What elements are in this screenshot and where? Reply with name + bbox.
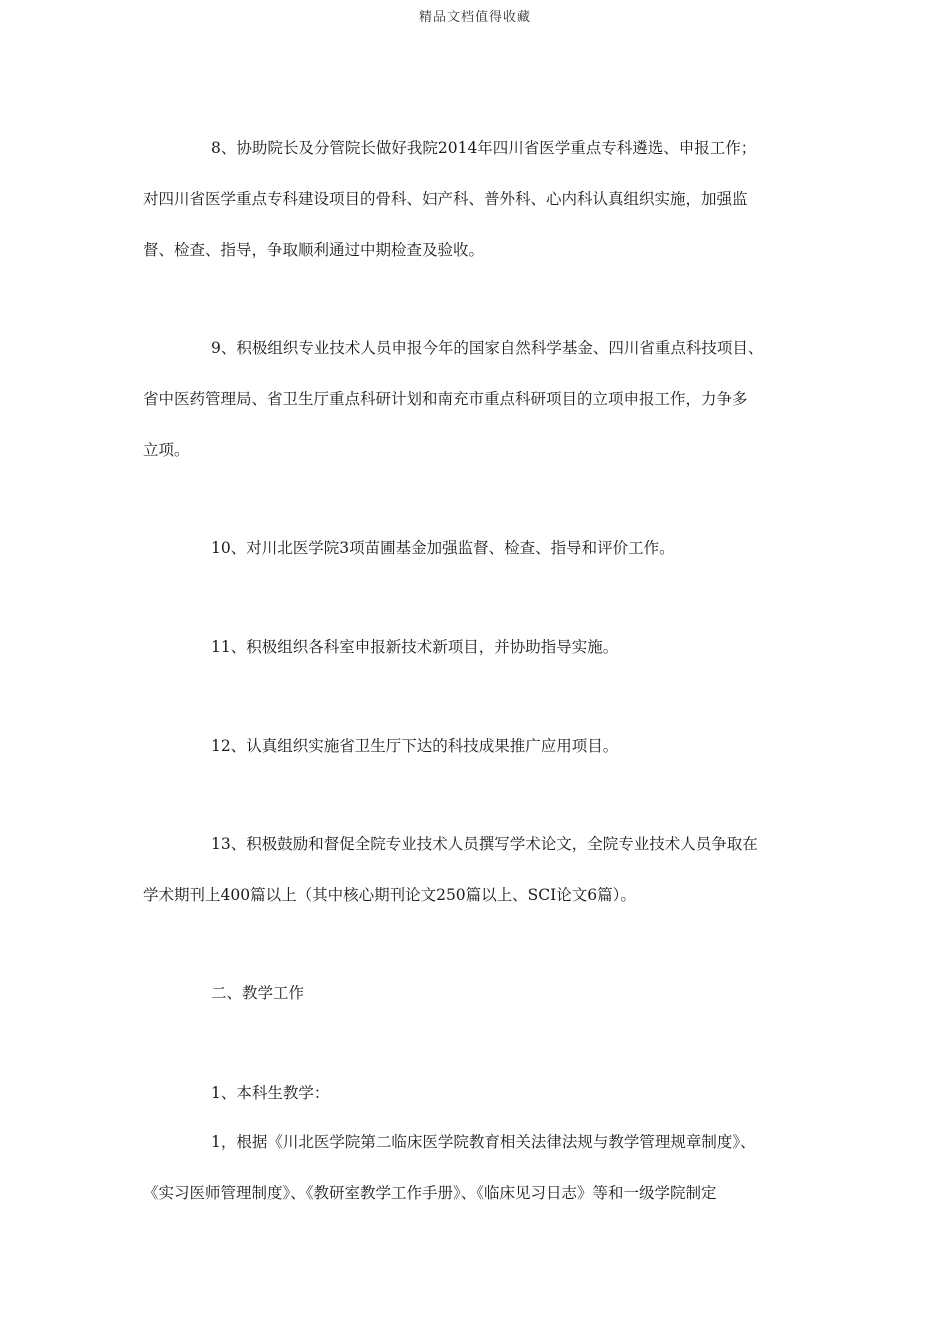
paragraph-item-12: [143, 721, 807, 772]
paragraph-item-teaching-1: [143, 1117, 807, 1219]
paragraph-item-11: [143, 622, 807, 673]
paragraph-line: 《实习医师管理制度》、《教研室教学工作手册》、《临床见习日志》等和一级学院制定: [143, 1184, 717, 1202]
paragraph-line: 省中医药管理局、省卫生厅重点科研计划和南充市重点科研项目的立项申报工作，力争多: [143, 390, 748, 408]
subheading-text: 1、本科生教学：: [211, 1084, 330, 1102]
subheading-undergraduate: [143, 1068, 807, 1119]
section-heading-teaching: [143, 968, 807, 1019]
section-heading-text: 二、教学工作: [211, 984, 305, 1002]
page-header: 精品文档值得收藏: [418, 10, 531, 25]
paragraph-line: 对四川省医学重点专科建设项目的骨科、妇产科、普外科、心内科认真组织实施，加强监: [143, 190, 748, 208]
paragraph-line: 学术期刊上400篇以上（其中核心期刊论文250篇以上、SCI论文6篇）。: [143, 886, 636, 904]
paragraph-line: 10、对川北医学院3项苗圃基金加强监督、检查、指导和评价工作。: [211, 539, 675, 557]
paragraph-item-10: [143, 523, 807, 574]
paragraph-line: 立项。: [143, 441, 190, 459]
paragraph-line: 13、积极鼓励和督促全院专业技术人员撰写学术论文，全院专业技术人员争取在: [211, 835, 758, 853]
paragraph-line: 12、认真组织实施省卫生厅下达的科技成果推广应用项目。: [211, 737, 619, 755]
paragraph-item-8: [143, 123, 807, 276]
paragraph-line: 8、协助院长及分管院长做好我院2014年四川省医学重点专科遴选、申报工作；: [211, 139, 757, 157]
paragraph-line: 11、积极组织各科室申报新技术新项目，并协助指导实施。: [211, 638, 619, 656]
paragraph-line: 1，根据《川北医学院第二临床医学院教育相关法律法规与教学管理规章制度》、: [211, 1133, 756, 1151]
paragraph-item-13: [143, 819, 807, 921]
paragraph-line: 9、积极组织专业技术人员申报今年的国家自然科学基金、四川省重点科技项目、: [211, 339, 764, 357]
paragraph-item-9: [143, 323, 807, 476]
paragraph-line: 督、检查、指导，争取顺利通过中期检查及验收。: [143, 241, 485, 259]
